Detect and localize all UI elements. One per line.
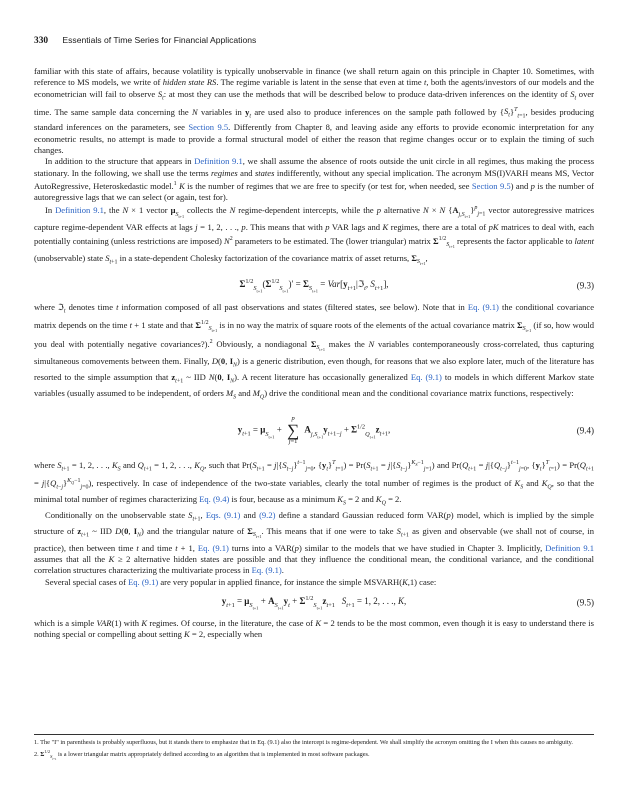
paragraph-4: where ℑ$_t$ denotes time t information composed of all past observations and states (filtered states, see below). Note that in Eq. (9.1) the conditional covariance matrix depends on the time t + 1 state and that $\Sigma^{1/2}_{S_{t+1}}$ is in no way the matrix of square roots of the elements of the actual covariance matrix $\Sigma_{S_{t+1}}$ (if so, how would you deal with potentially negative covariances?).$^2$ Obviously, a nondiagonal $\Sigma_{S_{t+1}}$ makes the N variables contemporaneously cross-correlated, thus capturing simultaneous comovements between them. Finally, D(0, $I_N$) is a generic distribution, even though, for reasons that we also explore later, much of the literature has resorted to the simple assumption that $z_{t+1}$ ~ IID N(0, $I_N$). A recent literature has occasionally generalized Eq. (9.1) to models in which different Markov state variables (usually assumed to be independent, of orders $M_S$ and $M_Q$) drive the conditional mean and the conditional covariance matrix functions, respectively: <box>34 301 595 401</box>
footnote-rule <box>34 734 594 735</box>
running-title: Essentials of Time Series for Financial Applications <box>62 35 257 45</box>
equation-9-5: $y_{t+1} = \mu_{S_{t+1}} + A_{S_{t+1}}y_t + \Sigma^{1/2}_{S_{t+1}}z_{t+1}$ $S_{t+1} = 1$, 2, . . ., K, (9.5) <box>221 594 594 610</box>
equation-number: (9.4) <box>576 425 594 436</box>
equation-number: (9.3) <box>576 280 594 291</box>
paragraph-8: which is a simple VAR(1) with K regimes. Of course, in the literature, the case of K = 2 tends to be the most common, even though it is easy to understand there is nothing special or compelling about setting K = 2, especially when <box>34 618 595 640</box>
running-header <box>34 35 594 47</box>
paragraph-2: In addition to the structure that appears in Definition 9.1, we shall assume the absence of roots outside the unit circle in all regimes, thus making the process stationary. In the following, we shall use the terms regimes and states indifferently, without any special implication. The acronym MS(I)VARH means MS, Vector AutoRegressive, Heteroskedastic model.$^1$ K is the number of regimes that we are free to specify (or test for, when needed, see Section 9.5) and p is the number of autoregressive lags that we can select (or again, test for). <box>34 156 595 203</box>
footnotes <box>34 738 594 764</box>
footnote-1: 1. The "I" in parenthesis is probably superfluous, but it stands there to emphasize that in Eq. (9.1) also the intercept is regime-dependent. We shall simplify the acronym omitting the I when this causes no ambiguity. <box>34 739 573 746</box>
main-text <box>34 66 594 641</box>
paragraph-6: Conditionally on the unobservable state $S_{t+1}$, Eqs. (9.1) and (9.2) define a standard Gaussian reduced form VAR(p) model, which is implied by the simple structure of $z_{t+1}$ ~ IID D(0, $I_N$) and the triangular nature of $\Sigma_{S_{t+1}}$. This means that if one were to take $S_{t+1}$ as given and observable (we shall not of course, in practice), then between time t and time t + 1, Eq. (9.1) turns into a VAR(p) similar to the models that we have studied in Chapter 3. Implicitly, Definition 9.1 assumes that all the K ≥ 2 alternative hidden states are possible and that they influence the conditional mean, the conditional variance, and the conditional correlation structures characterizing the multivariate process in Eq. (9.1). <box>34 509 595 576</box>
page-number: 330 <box>34 36 49 46</box>
summation-symbol: p ∑ j=1 <box>287 415 300 446</box>
equation-9-3: $\Sigma^{1/2}_{S_{t+1}}(\Sigma^{1/2}_{S_{t+1}})' = \Sigma_{S_{t+1}}$ = $Var[y_{t+1}|ℑ_t$, $S_{t+1}$], (9.3) <box>239 277 594 293</box>
paragraph-5: where $S_{t+1} = 1$, 2, . . ., $K_S$ and $Q_{t+1} = 1$, 2, . . ., $K_Q$, such that $Pr(S_{t+1} = j|\{S_{t-j}\}^{t-1}_{j=0}$, $\{y_t\}^T_{t=1}) = Pr(S_{t+1} = j|\{S_{t-j}\}^{K_S-1}_{j=1})$ and $Pr(Q_{t+1} = j|\{Q_{t-j}\}^{t-1}_{j=0}$, $\{y_t\}^T_{t=1}) = Pr(Q_{t+1} = j|\{Q_{t-j}\}^{K_Q-1}_{j=0})$, respectively. In case of independence of the two-state variables, clearly the total number of regimes is the product of $K_S$ and $K_Q$, so that the minimal total number of regimes characterizing Eq. (9.4) is four, because as a minimum $K_S = 2$ and $K_Q = 2$. <box>34 459 595 507</box>
footnote-2: 2. $\Sigma^{1/2}_{S_{t+1}}$ is a lower triangular matrix appropriately defined according to an algorithm that is implemented in most software packages. <box>34 749 370 762</box>
paragraph-7: Several special cases of Eq. (9.1) are very popular in applied finance, for instance the simple MSVARH(K,1) case: <box>45 576 437 587</box>
equation-number: (9.5) <box>576 597 594 608</box>
paragraph-1: familiar with this state of affairs, because volatility is typically unobservable in finance (we shall return again on this principle in Chapter 10. Sometimes, with reference to MS models, we write of hidden state RS. The regime variable is latent in the sense that even at time t, both the agents/investors of our models and the econometrician will fail to observe $S_t$: at most they can use the methods that will be described below to produce data-driven inferences on the identity of $S_t$ over time. The same sample data concerning the N variables in $y_t$ are used also to produce inferences on the sample path followed by $\{S_t\}^T_{t=1}$, besides producing standard inferences on the parameters, see Section 9.5. Differently from Chapter 8, and leaving aside any efforts to provide economic interpretation for any econometric results, no attempt is made to provide a formal structural model of either the reason that regime changes occur or to explain the timing of such changes. <box>34 66 595 156</box>
paragraph-3: In Definition 9.1, the N × 1 vector $\mu_{S_{t+1}}$ collects the N regime-dependent intercepts, while the p alternative N × N $\{A_{j,S_{t+1}}\}^p_{j=1}$ vector autoregressive matrices capture regime-dependent VAR effects at lags j = 1, 2, . . ., p. This means that with p VAR lags and K regimes, there are a total of pK matrices to deal with, each potentially containing (unless restrictions are imposed) $N^2$ parameters to be estimated. The (lower triangular) matrix $\Sigma^{1/2}_{S_{t+1}}$ represents the factor applicable to latent (unobservable) state $S_{t+1}$ in a state-dependent Cholesky factorization of the covariance matrix of asset returns, $\Sigma_{S_{t+1}}$, <box>34 205 595 267</box>
equation-9-4: $y_{t+1} = \mu_{S_{t+1}}$ + p ∑ j=1 $A_{j,S_{t+1}}y_{t+1-j} + \Sigma^{1/2}_{Q_{t+1}}z_{t+1}$, (9.4) <box>237 415 594 446</box>
